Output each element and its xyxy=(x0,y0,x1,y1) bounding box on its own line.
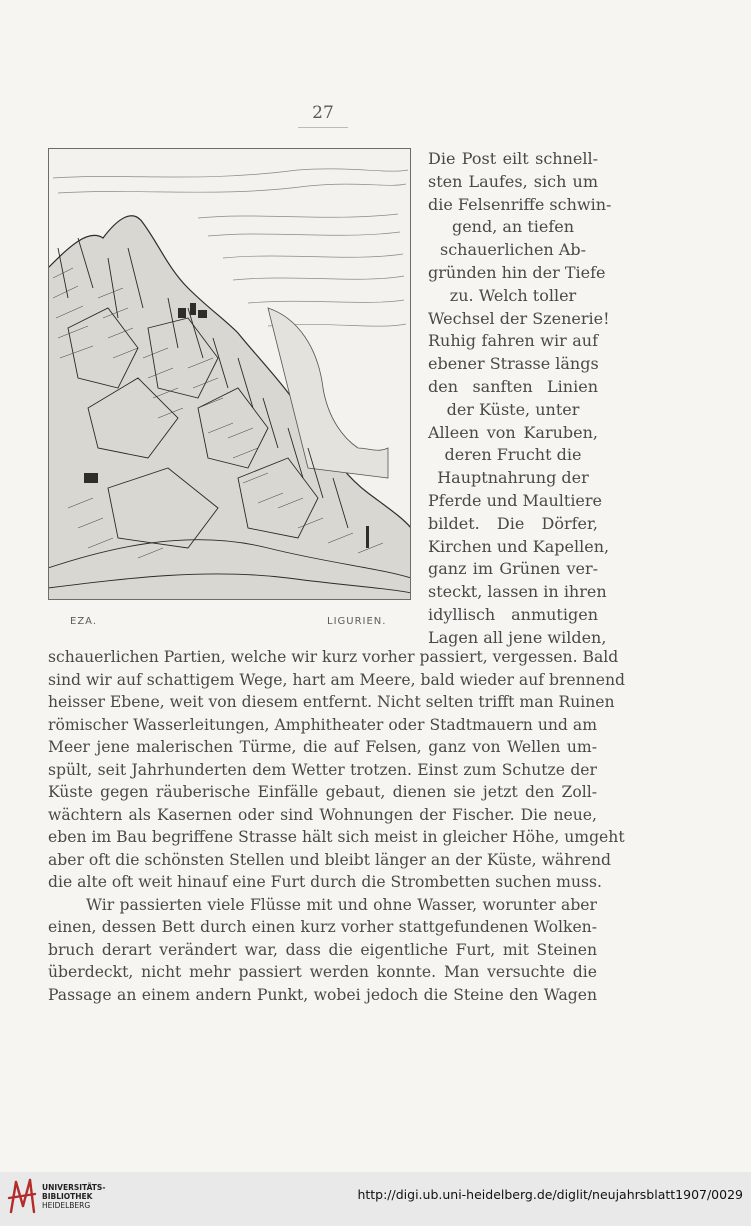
text-line: wächtern als Kasernen oder sind Wohnungen der Fischer. Die neue, xyxy=(48,805,597,824)
text-line: römischer Wasserleitungen, Amphitheater oder Stadtmauern und am xyxy=(48,715,597,734)
library-name-line: BIBLIOTHEK xyxy=(42,1192,93,1201)
text-line: schauerlichen Ab- xyxy=(440,240,586,260)
text-line: idyllisch anmutigen xyxy=(428,604,598,624)
library-name-line: UNIVERSITÄTS- xyxy=(42,1183,106,1192)
text-line: überdeckt, nicht mehr passiert werden konnte. Man versuchte die xyxy=(48,963,597,981)
illustration-eza xyxy=(48,148,411,600)
footer-bar xyxy=(0,1172,751,1226)
side-column-text xyxy=(428,148,612,650)
text-line: steckt, lassen in ihren xyxy=(428,582,607,602)
text-line: der Küste, unter xyxy=(446,399,580,419)
text-line: Lagen all jene wilden, xyxy=(428,627,607,647)
text-line: heisser Ebene, weit von diesem entfernt. Nicht selten trifft man Ruinen xyxy=(48,693,615,711)
text-line: Meer jene malerischen Türme, die auf Felsen, ganz von Wellen um- xyxy=(48,738,597,756)
text-line: gend, an tiefen xyxy=(451,217,575,237)
library-name xyxy=(42,1183,105,1210)
body-text xyxy=(48,646,625,1006)
text-line: die Felsenriffe schwin- xyxy=(428,194,612,214)
text-line: zu. Welch toller xyxy=(449,285,577,305)
page-number-rule xyxy=(298,127,348,128)
text-line: Die Post eilt schnell- xyxy=(428,149,598,168)
text-line: sten Laufes, sich um xyxy=(428,171,598,191)
text-line: eben im Bau begriffene Strasse hält sich meist in gleicher Höhe, umgeht xyxy=(48,828,625,846)
text-line: Alleen von Karuben, xyxy=(428,422,598,442)
text-line: spült, seit Jahrhunderten dem Wetter trotzen. Einst zum Schutze der xyxy=(48,760,597,779)
library-logo-icon[interactable] xyxy=(6,1176,38,1216)
engraving-coastal-cliff-village-icon xyxy=(48,148,411,600)
text-line: Wechsel der Szenerie! xyxy=(428,308,610,328)
text-line: bildet. Die Dörfer, xyxy=(428,513,598,533)
source-url-link[interactable]: http://digi.ub.uni-heidelberg.de/diglit/neujahrsblatt1907/0029 xyxy=(357,1187,743,1202)
text-line: Hauptnahrung der xyxy=(437,468,589,488)
text-line: Küste gegen räuberische Einfälle gebaut, dienen sie jetzt den Zoll- xyxy=(48,783,597,801)
text-line: den sanften Linien xyxy=(428,376,598,396)
text-line: Passage an einem andern Punkt, wobei jedoch die Steine den Wagen xyxy=(48,985,597,1004)
illustration-caption-place: EZA. xyxy=(70,616,98,627)
text-line: aber oft die schönsten Stellen und bleibt länger an der Küste, während xyxy=(48,850,611,869)
text-line: Kirchen und Kapellen, xyxy=(428,536,610,556)
text-line: deren Frucht die xyxy=(444,445,582,465)
illustration-caption-region: LIGURIEN. xyxy=(327,616,387,627)
text-line: einen, dessen Bett durch einen kurz vorher stattgefundenen Wolken- xyxy=(48,918,597,936)
text-line: gründen hin der Tiefe xyxy=(428,262,606,282)
text-line: Pferde und Maultiere xyxy=(428,490,603,510)
text-line: sind wir auf schattigem Wege, hart am Meere, bald wieder auf brennend xyxy=(48,670,625,689)
text-line: ebener Strasse längs xyxy=(428,354,599,374)
page-number: 27 xyxy=(312,103,334,123)
text-line: Ruhig fahren wir auf xyxy=(428,331,598,351)
paragraph-first-line: Wir passierten viele Flüsse mit und ohne Wasser, worunter aber xyxy=(86,895,597,914)
text-line: ganz im Grünen ver- xyxy=(428,559,598,579)
library-name-line: HEIDELBERG xyxy=(42,1201,91,1210)
text-line: die alte oft weit hinauf eine Furt durch die Strombetten suchen muss. xyxy=(48,873,602,891)
text-line: schauerlichen Partien, welche wir kurz vorher passiert, vergessen. Bald xyxy=(48,648,619,666)
text-line: bruch derart verändert war, dass die eigentliche Furt, mit Steinen xyxy=(48,940,597,959)
